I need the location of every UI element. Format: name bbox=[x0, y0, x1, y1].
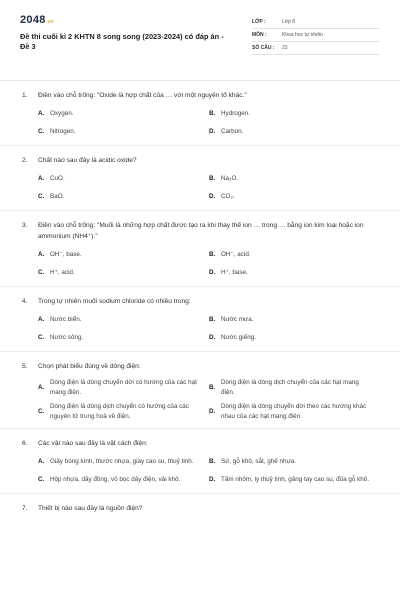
question-text bbox=[22, 155, 380, 166]
option-letter: B. bbox=[209, 458, 216, 465]
answer-option[interactable] bbox=[209, 455, 380, 469]
meta-row-subject bbox=[252, 29, 380, 42]
option-letter: A. bbox=[38, 251, 45, 258]
option-text: Hydrogen. bbox=[221, 110, 251, 117]
answer-option[interactable] bbox=[38, 455, 209, 469]
meta-row-count bbox=[252, 42, 380, 55]
answer-options bbox=[22, 248, 380, 280]
option-letter: C. bbox=[38, 128, 45, 135]
answer-options bbox=[22, 455, 380, 487]
option-text: Na₂O. bbox=[221, 175, 239, 182]
option-letter: C. bbox=[38, 408, 45, 415]
question-number: 1. bbox=[22, 92, 28, 99]
option-letter: D. bbox=[209, 128, 216, 135]
option-letter: A. bbox=[38, 110, 45, 117]
option-text: Nước sông. bbox=[50, 334, 84, 341]
option-text: BaO. bbox=[50, 193, 65, 200]
exam-meta bbox=[252, 16, 380, 76]
answer-option[interactable] bbox=[209, 248, 380, 262]
question-number: 7. bbox=[22, 505, 28, 512]
answer-option[interactable] bbox=[38, 125, 209, 139]
option-text: CO₂. bbox=[221, 193, 235, 200]
answer-option[interactable] bbox=[38, 313, 209, 327]
option-letter: D. bbox=[209, 476, 216, 483]
question-text bbox=[22, 503, 380, 514]
meta-value: Lớp 8 bbox=[282, 19, 296, 25]
answer-option[interactable] bbox=[209, 125, 380, 139]
question-stem: Các vật nào sau đây là vật cách điện: bbox=[38, 440, 148, 447]
answer-option[interactable] bbox=[209, 378, 380, 398]
question-block bbox=[0, 352, 400, 429]
answer-option[interactable] bbox=[38, 331, 209, 345]
question-block bbox=[0, 494, 400, 520]
question-number: 5. bbox=[22, 363, 28, 370]
option-text: OH⁻, acid. bbox=[221, 251, 251, 258]
option-text: Giấy bóng kính, thước nhựa, giày cao su, thuỷ tinh. bbox=[50, 458, 194, 465]
question-number: 4. bbox=[22, 298, 28, 305]
option-letter: B. bbox=[209, 384, 216, 391]
question-block bbox=[0, 429, 400, 494]
question-stem: Điền vào chỗ trống: "Oxide là hợp chất của … với một nguyên tố khác." bbox=[38, 92, 247, 99]
option-letter: A. bbox=[38, 316, 45, 323]
meta-key: LỚP : bbox=[252, 19, 266, 25]
option-letter: C. bbox=[38, 193, 45, 200]
page-title: Đề thi cuối kì 2 KHTN 8 song song (2023-2024) có đáp án - Đề 3 bbox=[20, 32, 224, 51]
answer-option[interactable] bbox=[209, 266, 380, 280]
option-letter: C. bbox=[38, 269, 45, 276]
meta-key: SỐ CÂU : bbox=[252, 45, 275, 51]
answer-option[interactable] bbox=[38, 248, 209, 262]
question-number: 2. bbox=[22, 157, 28, 164]
question-stem: Chọn phát biểu đúng về dòng điện: bbox=[38, 363, 141, 370]
exam-header bbox=[20, 14, 380, 76]
question-text bbox=[22, 296, 380, 307]
answer-option[interactable] bbox=[38, 172, 209, 186]
answer-option[interactable] bbox=[38, 402, 209, 422]
option-text: Tấm nhôm, ly thuỷ tinh, găng tay cao su, đũa gỗ khô. bbox=[221, 476, 370, 483]
question-text bbox=[22, 90, 380, 101]
meta-row-grade bbox=[252, 16, 380, 29]
option-letter: D. bbox=[209, 269, 216, 276]
option-text: Dòng điện là dòng dịch chuyển có hướng của các nguyên tử trung hoà về điện. bbox=[50, 403, 189, 420]
option-letter: B. bbox=[209, 175, 216, 182]
option-text: H⁺, base. bbox=[221, 269, 248, 276]
answer-option[interactable] bbox=[38, 190, 209, 204]
option-letter: C. bbox=[38, 476, 45, 483]
answer-option[interactable] bbox=[38, 378, 209, 398]
option-text: CuO. bbox=[50, 175, 65, 182]
option-letter: C. bbox=[38, 334, 45, 341]
option-text: Oxygen. bbox=[50, 110, 74, 117]
option-letter: D. bbox=[209, 193, 216, 200]
option-text: Nước biển. bbox=[50, 316, 82, 323]
question-stem: Thiết bị nào sau đây là nguồn điện? bbox=[38, 505, 143, 512]
answer-option[interactable] bbox=[209, 190, 380, 204]
option-letter: B. bbox=[209, 316, 216, 323]
option-text: Sứ, gỗ khô, sắt, ghế nhựa. bbox=[221, 458, 296, 465]
answer-option[interactable] bbox=[209, 107, 380, 121]
question-block bbox=[0, 211, 400, 287]
answer-option[interactable] bbox=[209, 172, 380, 186]
logo-text: 2048 bbox=[20, 14, 46, 26]
question-stem: Trong tự nhiên muối sodium chloride có nhiều trong: bbox=[38, 298, 191, 305]
site-logo[interactable] bbox=[20, 14, 230, 26]
option-text: OH⁻, base. bbox=[50, 251, 82, 258]
question-text bbox=[22, 361, 380, 372]
option-text: Nước giếng. bbox=[221, 334, 256, 341]
answer-option[interactable] bbox=[38, 266, 209, 280]
answer-option[interactable] bbox=[209, 402, 380, 422]
answer-options bbox=[22, 107, 380, 139]
option-text: Nước mưa. bbox=[221, 316, 254, 323]
meta-key: MÔN : bbox=[252, 32, 267, 38]
question-number: 3. bbox=[22, 222, 28, 229]
option-letter: D. bbox=[209, 408, 216, 415]
question-stem: Chất nào sau đây là acidic oxide? bbox=[38, 157, 137, 164]
option-text: Hộp nhựa, dây đồng, vỏ bọc dây điện, vải khô. bbox=[50, 476, 181, 483]
question-list bbox=[20, 81, 380, 520]
question-block bbox=[0, 81, 400, 146]
option-text: Dòng điện là dòng chuyển dời có hướng của các hạt mang điện. bbox=[50, 379, 197, 396]
header-left bbox=[20, 14, 230, 76]
answer-options bbox=[22, 378, 380, 422]
question-text bbox=[22, 220, 380, 242]
option-letter: B. bbox=[209, 251, 216, 258]
option-text: Carbon. bbox=[221, 128, 244, 135]
option-letter: A. bbox=[38, 384, 45, 391]
question-block bbox=[0, 146, 400, 211]
answer-options bbox=[22, 313, 380, 345]
answer-options bbox=[22, 172, 380, 204]
answer-option[interactable] bbox=[209, 473, 380, 487]
option-letter: B. bbox=[209, 110, 216, 117]
meta-value: 23 bbox=[282, 45, 288, 51]
question-text bbox=[22, 438, 380, 449]
question-number: 6. bbox=[22, 440, 28, 447]
option-letter: A. bbox=[38, 175, 45, 182]
question-block bbox=[0, 287, 400, 352]
option-letter: A. bbox=[38, 458, 45, 465]
option-text: H⁺, acid. bbox=[50, 269, 75, 276]
option-text: Dòng điện là dòng dịch chuyển của các hạt mang điện. bbox=[221, 379, 359, 396]
option-letter: D. bbox=[209, 334, 216, 341]
answer-option[interactable] bbox=[38, 107, 209, 121]
logo-suffix: .vn bbox=[45, 19, 54, 25]
option-text: Nitrogen. bbox=[50, 128, 76, 135]
question-stem: Điền vào chỗ trống: "Muối là những hợp chất được tạo ra khi thay thế ion … trong … bằng ion kim loại hoặc ion ammonium (NH4⁺)." bbox=[38, 222, 364, 240]
option-text: Dòng điện là dòng chuyển dời theo các hướng khác nhau của các hạt mang điện. bbox=[221, 403, 367, 420]
meta-value: Khoa học tự nhiên bbox=[282, 32, 323, 38]
answer-option[interactable] bbox=[209, 331, 380, 345]
answer-option[interactable] bbox=[38, 473, 209, 487]
answer-option[interactable] bbox=[209, 313, 380, 327]
